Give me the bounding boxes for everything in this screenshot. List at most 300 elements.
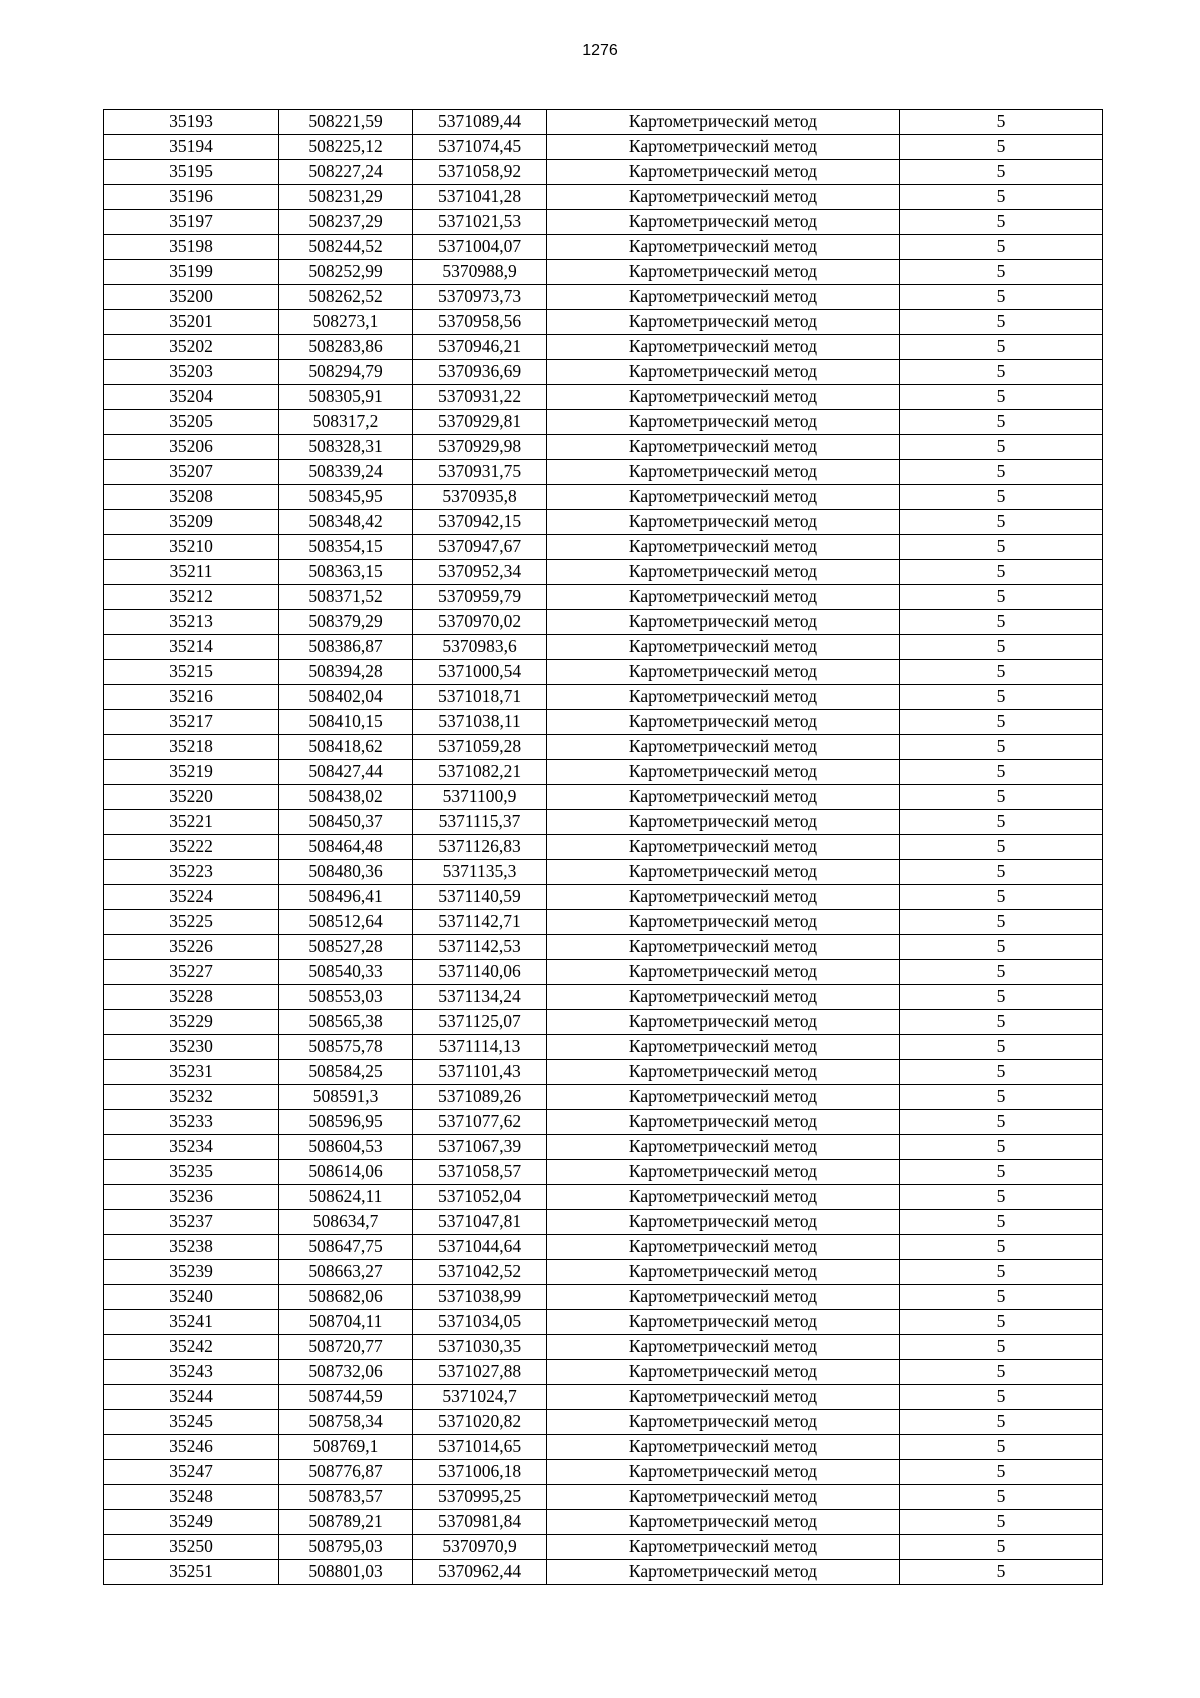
table-row [104,310,1103,335]
table-row [104,635,1103,660]
method-cell: Картометрический метод [547,660,900,685]
method-cell: Картометрический метод [547,635,900,660]
table-row [104,910,1103,935]
point-number-cell: 35224 [104,885,279,910]
method-cell: Картометрический метод [547,685,900,710]
y-coordinate-cell: 5371014,65 [413,1435,547,1460]
method-cell: Картометрический метод [547,510,900,535]
table-row [104,1160,1103,1185]
point-number-cell: 35227 [104,960,279,985]
method-cell: Картометрический метод [547,785,900,810]
point-number-cell: 35233 [104,1110,279,1135]
accuracy-cell: 5 [900,1035,1103,1060]
y-coordinate-cell: 5371134,24 [413,985,547,1010]
x-coordinate-cell: 508328,31 [279,435,413,460]
y-coordinate-cell: 5370970,02 [413,610,547,635]
y-coordinate-cell: 5371030,35 [413,1335,547,1360]
table-row [104,935,1103,960]
method-cell: Картометрический метод [547,135,900,160]
point-number-cell: 35193 [104,110,279,135]
method-cell: Картометрический метод [547,910,900,935]
table-row [104,385,1103,410]
table-row [104,1385,1103,1410]
accuracy-cell: 5 [900,1260,1103,1285]
method-cell: Картометрический метод [547,585,900,610]
y-coordinate-cell: 5370942,15 [413,510,547,535]
accuracy-cell: 5 [900,285,1103,310]
table-row [104,885,1103,910]
method-cell: Картометрический метод [547,1060,900,1085]
y-coordinate-cell: 5371115,37 [413,810,547,835]
point-number-cell: 35238 [104,1235,279,1260]
table-row [104,110,1103,135]
table-row [104,1460,1103,1485]
point-number-cell: 35245 [104,1410,279,1435]
point-number-cell: 35215 [104,660,279,685]
accuracy-cell: 5 [900,535,1103,560]
y-coordinate-cell: 5370947,67 [413,535,547,560]
point-number-cell: 35230 [104,1035,279,1060]
x-coordinate-cell: 508758,34 [279,1410,413,1435]
y-coordinate-cell: 5371074,45 [413,135,547,160]
point-number-cell: 35225 [104,910,279,935]
table-row [104,960,1103,985]
y-coordinate-cell: 5371135,3 [413,860,547,885]
x-coordinate-cell: 508227,24 [279,160,413,185]
point-number-cell: 35204 [104,385,279,410]
x-coordinate-cell: 508584,25 [279,1060,413,1085]
accuracy-cell: 5 [900,1335,1103,1360]
point-number-cell: 35226 [104,935,279,960]
accuracy-cell: 5 [900,1135,1103,1160]
x-coordinate-cell: 508575,78 [279,1035,413,1060]
table-row [104,610,1103,635]
x-coordinate-cell: 508379,29 [279,610,413,635]
point-number-cell: 35202 [104,335,279,360]
method-cell: Картометрический метод [547,1035,900,1060]
method-cell: Картометрический метод [547,535,900,560]
x-coordinate-cell: 508527,28 [279,935,413,960]
y-coordinate-cell: 5370981,84 [413,1510,547,1535]
point-number-cell: 35217 [104,710,279,735]
method-cell: Картометрический метод [547,1010,900,1035]
point-number-cell: 35210 [104,535,279,560]
accuracy-cell: 5 [900,510,1103,535]
method-cell: Картометрический метод [547,1485,900,1510]
table-row [104,1285,1103,1310]
x-coordinate-cell: 508704,11 [279,1310,413,1335]
y-coordinate-cell: 5370931,75 [413,460,547,485]
point-number-cell: 35208 [104,485,279,510]
table-row [104,1410,1103,1435]
accuracy-cell: 5 [900,460,1103,485]
x-coordinate-cell: 508231,29 [279,185,413,210]
x-coordinate-cell: 508769,1 [279,1435,413,1460]
table-row [104,985,1103,1010]
y-coordinate-cell: 5371100,9 [413,785,547,810]
y-coordinate-cell: 5371140,06 [413,960,547,985]
point-number-cell: 35242 [104,1335,279,1360]
method-cell: Картометрический метод [547,1435,900,1460]
accuracy-cell: 5 [900,135,1103,160]
accuracy-cell: 5 [900,310,1103,335]
x-coordinate-cell: 508402,04 [279,685,413,710]
table-row [104,460,1103,485]
y-coordinate-cell: 5370931,22 [413,385,547,410]
point-number-cell: 35231 [104,1060,279,1085]
method-cell: Картометрический метод [547,860,900,885]
accuracy-cell: 5 [900,735,1103,760]
table-row [104,535,1103,560]
y-coordinate-cell: 5370929,81 [413,410,547,435]
accuracy-cell: 5 [900,935,1103,960]
method-cell: Картометрический метод [547,960,900,985]
accuracy-cell: 5 [900,785,1103,810]
accuracy-cell: 5 [900,1060,1103,1085]
x-coordinate-cell: 508345,95 [279,485,413,510]
y-coordinate-cell: 5371004,07 [413,235,547,260]
point-number-cell: 35239 [104,1260,279,1285]
table-row [104,1485,1103,1510]
point-number-cell: 35243 [104,1360,279,1385]
table-row [104,685,1103,710]
y-coordinate-cell: 5371006,18 [413,1460,547,1485]
y-coordinate-cell: 5370970,9 [413,1535,547,1560]
point-number-cell: 35235 [104,1160,279,1185]
table-row [104,785,1103,810]
method-cell: Картометрический метод [547,235,900,260]
x-coordinate-cell: 508273,1 [279,310,413,335]
table-row [104,1085,1103,1110]
method-cell: Картометрический метод [547,410,900,435]
y-coordinate-cell: 5371018,71 [413,685,547,710]
accuracy-cell: 5 [900,1385,1103,1410]
method-cell: Картометрический метод [547,1235,900,1260]
accuracy-cell: 5 [900,1310,1103,1335]
method-cell: Картометрический метод [547,310,900,335]
table-row [104,1335,1103,1360]
x-coordinate-cell: 508244,52 [279,235,413,260]
point-number-cell: 35248 [104,1485,279,1510]
x-coordinate-cell: 508221,59 [279,110,413,135]
x-coordinate-cell: 508795,03 [279,1535,413,1560]
method-cell: Картометрический метод [547,835,900,860]
x-coordinate-cell: 508418,62 [279,735,413,760]
table-row [104,810,1103,835]
x-coordinate-cell: 508363,15 [279,560,413,585]
accuracy-cell: 5 [900,1010,1103,1035]
x-coordinate-cell: 508464,48 [279,835,413,860]
table-row [104,585,1103,610]
method-cell: Картометрический метод [547,1085,900,1110]
point-number-cell: 35234 [104,1135,279,1160]
point-number-cell: 35218 [104,735,279,760]
accuracy-cell: 5 [900,810,1103,835]
x-coordinate-cell: 508252,99 [279,260,413,285]
table-row [104,1135,1103,1160]
table-row [104,135,1103,160]
accuracy-cell: 5 [900,760,1103,785]
method-cell: Картометрический метод [547,1360,900,1385]
x-coordinate-cell: 508512,64 [279,910,413,935]
y-coordinate-cell: 5371077,62 [413,1110,547,1135]
coordinates-table [103,109,1103,1585]
accuracy-cell: 5 [900,885,1103,910]
table-row [104,860,1103,885]
method-cell: Картометрический метод [547,435,900,460]
point-number-cell: 35250 [104,1535,279,1560]
method-cell: Картометрический метод [547,1185,900,1210]
y-coordinate-cell: 5371082,21 [413,760,547,785]
table-row [104,410,1103,435]
x-coordinate-cell: 508801,03 [279,1560,413,1585]
y-coordinate-cell: 5371021,53 [413,210,547,235]
point-number-cell: 35207 [104,460,279,485]
point-number-cell: 35205 [104,410,279,435]
y-coordinate-cell: 5371114,13 [413,1035,547,1060]
x-coordinate-cell: 508283,86 [279,335,413,360]
page-number: 1276 [582,42,618,59]
y-coordinate-cell: 5371089,44 [413,110,547,135]
accuracy-cell: 5 [900,1360,1103,1385]
table-row [104,835,1103,860]
accuracy-cell: 5 [900,335,1103,360]
x-coordinate-cell: 508591,3 [279,1085,413,1110]
accuracy-cell: 5 [900,660,1103,685]
accuracy-cell: 5 [900,710,1103,735]
x-coordinate-cell: 508596,95 [279,1110,413,1135]
point-number-cell: 35200 [104,285,279,310]
point-number-cell: 35221 [104,810,279,835]
accuracy-cell: 5 [900,160,1103,185]
x-coordinate-cell: 508663,27 [279,1260,413,1285]
x-coordinate-cell: 508496,41 [279,885,413,910]
method-cell: Картометрический метод [547,560,900,585]
accuracy-cell: 5 [900,260,1103,285]
y-coordinate-cell: 5370958,56 [413,310,547,335]
method-cell: Картометрический метод [547,485,900,510]
x-coordinate-cell: 508614,06 [279,1160,413,1185]
table-row [104,1235,1103,1260]
method-cell: Картометрический метод [547,110,900,135]
point-number-cell: 35228 [104,985,279,1010]
accuracy-cell: 5 [900,385,1103,410]
point-number-cell: 35219 [104,760,279,785]
x-coordinate-cell: 508394,28 [279,660,413,685]
point-number-cell: 35194 [104,135,279,160]
y-coordinate-cell: 5370936,69 [413,360,547,385]
method-cell: Картометрический метод [547,210,900,235]
point-number-cell: 35201 [104,310,279,335]
table-row [104,1360,1103,1385]
x-coordinate-cell: 508438,02 [279,785,413,810]
accuracy-cell: 5 [900,960,1103,985]
y-coordinate-cell: 5371024,7 [413,1385,547,1410]
method-cell: Картометрический метод [547,460,900,485]
accuracy-cell: 5 [900,610,1103,635]
accuracy-cell: 5 [900,1485,1103,1510]
y-coordinate-cell: 5371058,92 [413,160,547,185]
point-number-cell: 35251 [104,1560,279,1585]
table-row [104,660,1103,685]
method-cell: Картометрический метод [547,335,900,360]
accuracy-cell: 5 [900,110,1103,135]
y-coordinate-cell: 5371126,83 [413,835,547,860]
method-cell: Картометрический метод [547,1310,900,1335]
method-cell: Картометрический метод [547,1260,900,1285]
table-row [104,710,1103,735]
x-coordinate-cell: 508634,7 [279,1210,413,1235]
method-cell: Картометрический метод [547,1285,900,1310]
x-coordinate-cell: 508783,57 [279,1485,413,1510]
accuracy-cell: 5 [900,185,1103,210]
point-number-cell: 35246 [104,1435,279,1460]
method-cell: Картометрический метод [547,360,900,385]
point-number-cell: 35216 [104,685,279,710]
point-number-cell: 35203 [104,360,279,385]
method-cell: Картометрический метод [547,1535,900,1560]
x-coordinate-cell: 508317,2 [279,410,413,435]
x-coordinate-cell: 508553,03 [279,985,413,1010]
table-row [104,160,1103,185]
accuracy-cell: 5 [900,685,1103,710]
accuracy-cell: 5 [900,1510,1103,1535]
method-cell: Картометрический метод [547,385,900,410]
accuracy-cell: 5 [900,1285,1103,1310]
x-coordinate-cell: 508294,79 [279,360,413,385]
x-coordinate-cell: 508237,29 [279,210,413,235]
method-cell: Картометрический метод [547,285,900,310]
method-cell: Картометрический метод [547,1110,900,1135]
point-number-cell: 35229 [104,1010,279,1035]
coordinates-table-body [104,110,1103,1585]
accuracy-cell: 5 [900,635,1103,660]
table-row [104,1060,1103,1085]
accuracy-cell: 5 [900,1210,1103,1235]
method-cell: Картометрический метод [547,735,900,760]
x-coordinate-cell: 508776,87 [279,1460,413,1485]
point-number-cell: 35214 [104,635,279,660]
accuracy-cell: 5 [900,485,1103,510]
point-number-cell: 35244 [104,1385,279,1410]
table-row [104,735,1103,760]
accuracy-cell: 5 [900,1460,1103,1485]
accuracy-cell: 5 [900,210,1103,235]
point-number-cell: 35211 [104,560,279,585]
accuracy-cell: 5 [900,1560,1103,1585]
accuracy-cell: 5 [900,435,1103,460]
x-coordinate-cell: 508647,75 [279,1235,413,1260]
x-coordinate-cell: 508789,21 [279,1510,413,1535]
y-coordinate-cell: 5371140,59 [413,885,547,910]
point-number-cell: 35236 [104,1185,279,1210]
x-coordinate-cell: 508354,15 [279,535,413,560]
table-row [104,1210,1103,1235]
accuracy-cell: 5 [900,1535,1103,1560]
method-cell: Картометрический метод [547,1460,900,1485]
y-coordinate-cell: 5370973,73 [413,285,547,310]
method-cell: Картометрический метод [547,1385,900,1410]
accuracy-cell: 5 [900,1085,1103,1110]
point-number-cell: 35241 [104,1310,279,1335]
x-coordinate-cell: 508348,42 [279,510,413,535]
method-cell: Картометрический метод [547,710,900,735]
method-cell: Картометрический метод [547,1560,900,1585]
accuracy-cell: 5 [900,1160,1103,1185]
y-coordinate-cell: 5371142,53 [413,935,547,960]
y-coordinate-cell: 5371000,54 [413,660,547,685]
accuracy-cell: 5 [900,985,1103,1010]
table-row [104,1535,1103,1560]
table-row [104,185,1103,210]
accuracy-cell: 5 [900,835,1103,860]
x-coordinate-cell: 508744,59 [279,1385,413,1410]
table-row [104,760,1103,785]
table-row [104,1435,1103,1460]
method-cell: Картометрический метод [547,810,900,835]
x-coordinate-cell: 508371,52 [279,585,413,610]
y-coordinate-cell: 5371027,88 [413,1360,547,1385]
y-coordinate-cell: 5371034,05 [413,1310,547,1335]
y-coordinate-cell: 5370935,8 [413,485,547,510]
method-cell: Картометрический метод [547,935,900,960]
method-cell: Картометрический метод [547,1410,900,1435]
y-coordinate-cell: 5371059,28 [413,735,547,760]
x-coordinate-cell: 508339,24 [279,460,413,485]
table-row [104,560,1103,585]
accuracy-cell: 5 [900,360,1103,385]
y-coordinate-cell: 5371142,71 [413,910,547,935]
y-coordinate-cell: 5370959,79 [413,585,547,610]
point-number-cell: 35195 [104,160,279,185]
method-cell: Картометрический метод [547,610,900,635]
y-coordinate-cell: 5371038,99 [413,1285,547,1310]
x-coordinate-cell: 508565,38 [279,1010,413,1035]
accuracy-cell: 5 [900,1410,1103,1435]
table-row [104,435,1103,460]
table-row [104,485,1103,510]
x-coordinate-cell: 508225,12 [279,135,413,160]
x-coordinate-cell: 508450,37 [279,810,413,835]
x-coordinate-cell: 508262,52 [279,285,413,310]
y-coordinate-cell: 5371089,26 [413,1085,547,1110]
point-number-cell: 35206 [104,435,279,460]
table-row [104,285,1103,310]
y-coordinate-cell: 5371047,81 [413,1210,547,1235]
x-coordinate-cell: 508427,44 [279,760,413,785]
accuracy-cell: 5 [900,560,1103,585]
method-cell: Картометрический метод [547,260,900,285]
table-row [104,210,1103,235]
point-number-cell: 35237 [104,1210,279,1235]
y-coordinate-cell: 5371038,11 [413,710,547,735]
point-number-cell: 35209 [104,510,279,535]
accuracy-cell: 5 [900,1185,1103,1210]
accuracy-cell: 5 [900,860,1103,885]
method-cell: Картометрический метод [547,1135,900,1160]
x-coordinate-cell: 508540,33 [279,960,413,985]
table-row [104,1510,1103,1535]
method-cell: Картометрический метод [547,760,900,785]
accuracy-cell: 5 [900,410,1103,435]
x-coordinate-cell: 508410,15 [279,710,413,735]
point-number-cell: 35222 [104,835,279,860]
method-cell: Картометрический метод [547,160,900,185]
y-coordinate-cell: 5370988,9 [413,260,547,285]
table-row [104,1035,1103,1060]
accuracy-cell: 5 [900,1110,1103,1135]
accuracy-cell: 5 [900,910,1103,935]
